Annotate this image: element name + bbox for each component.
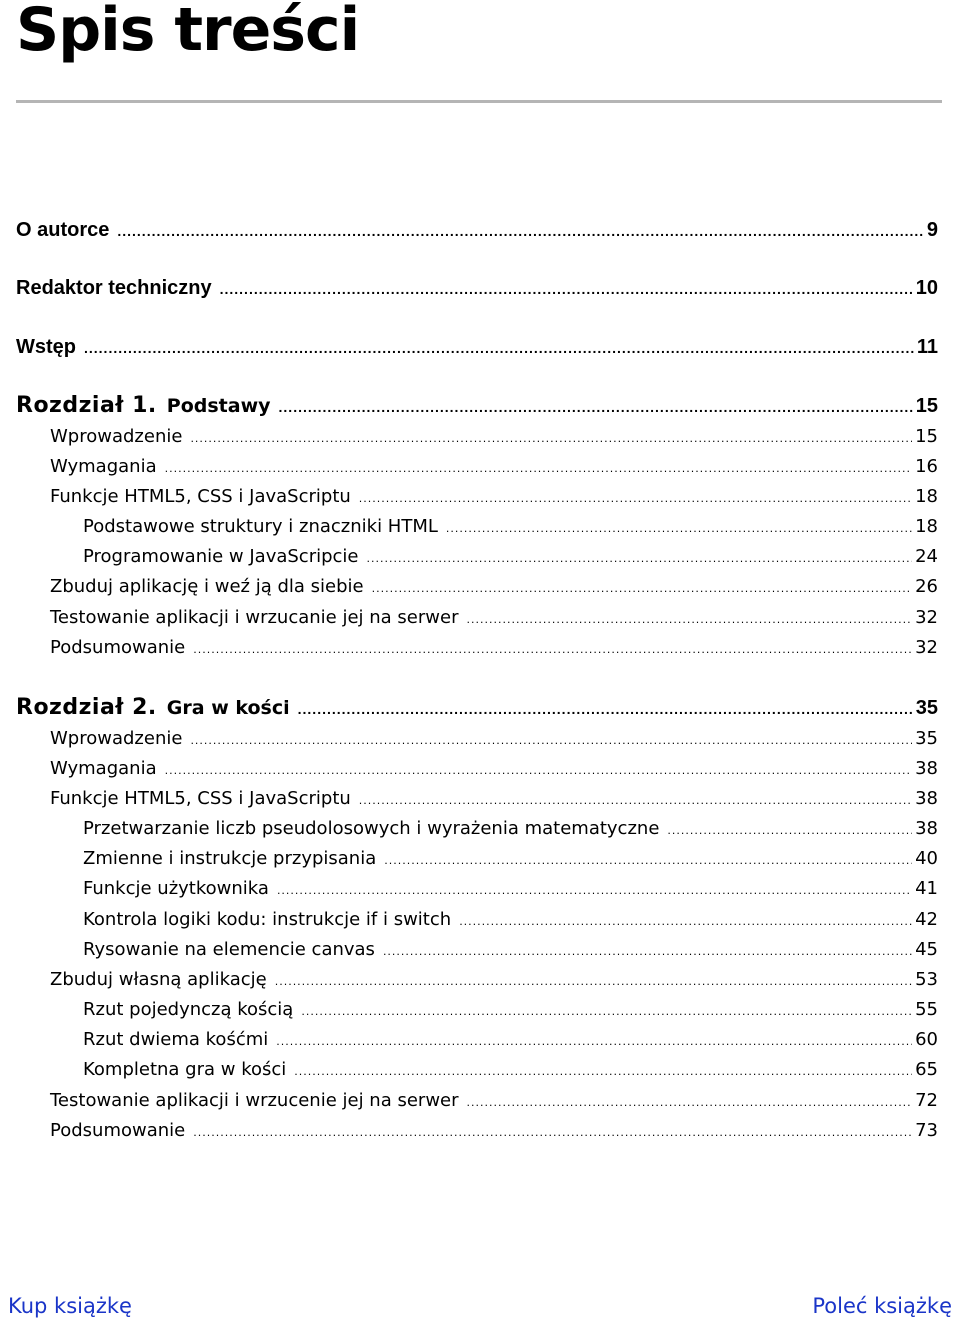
toc-entry-page: 26 bbox=[915, 576, 938, 597]
toc-entry-page: 10 bbox=[915, 277, 938, 299]
toc-entry[interactable] bbox=[50, 573, 938, 601]
chapter-heading bbox=[16, 694, 290, 722]
title-divider bbox=[16, 100, 942, 103]
dot-leader bbox=[446, 515, 912, 543]
toc-entry-label: Funkcje HTML5, CSS i JavaScriptu bbox=[50, 788, 351, 809]
dot-leader bbox=[459, 908, 912, 936]
toc-entry-page: 65 bbox=[915, 1059, 938, 1080]
toc-entry-label: Wymagania bbox=[50, 758, 157, 779]
toc-entry-label: Programowanie w JavaScripcie bbox=[83, 546, 359, 567]
dot-leader bbox=[190, 727, 912, 755]
dot-leader bbox=[359, 787, 912, 815]
toc-entry-page: 11 bbox=[916, 336, 938, 358]
dot-leader bbox=[190, 425, 912, 453]
toc-entry[interactable] bbox=[50, 604, 938, 632]
dot-leader bbox=[372, 575, 913, 603]
toc-entry-label: Wstęp bbox=[16, 336, 76, 358]
toc-subentry[interactable] bbox=[83, 543, 938, 571]
toc-entry-page: 38 bbox=[915, 758, 938, 779]
toc-entry[interactable] bbox=[50, 966, 938, 994]
toc-entry-page: 35 bbox=[915, 728, 938, 749]
dot-leader bbox=[359, 485, 912, 513]
toc-entry-label: Wprowadzenie bbox=[50, 728, 183, 749]
buy-book-link[interactable]: Kup książkę bbox=[8, 1294, 132, 1318]
dot-leader bbox=[220, 275, 913, 303]
toc-subentry[interactable] bbox=[83, 1056, 938, 1084]
page-title: Spis treści bbox=[16, 0, 360, 65]
chapter-title: Podstawy bbox=[166, 395, 271, 417]
dot-leader bbox=[117, 217, 924, 245]
toc-subentry[interactable] bbox=[83, 906, 938, 934]
toc-entry-about-author[interactable] bbox=[16, 216, 938, 244]
toc-entry-page: 18 bbox=[915, 486, 938, 507]
toc-entry[interactable] bbox=[50, 423, 938, 451]
dot-leader bbox=[301, 998, 912, 1026]
toc-entry-label: Podsumowanie bbox=[50, 1120, 186, 1141]
dot-leader bbox=[165, 455, 913, 483]
toc-entry[interactable] bbox=[50, 785, 938, 813]
toc-entry-page: 40 bbox=[915, 848, 938, 869]
toc-entry-label: Kontrola logiki kodu: instrukcje if i switch bbox=[83, 909, 452, 930]
toc-entry-label: Rysowanie na elemencie canvas bbox=[83, 939, 375, 960]
toc-entry-label: Podsumowanie bbox=[50, 637, 186, 658]
toc-entry-label: Przetwarzanie liczb pseudolosowych i wyrażenia matematyczne bbox=[83, 818, 660, 839]
toc-entry-page: 42 bbox=[915, 909, 938, 930]
toc-entry-page: 16 bbox=[915, 456, 938, 477]
dot-leader bbox=[84, 334, 914, 362]
recommend-book-link[interactable]: Poleć książkę bbox=[812, 1294, 952, 1318]
toc-entry-page: 15 bbox=[915, 395, 938, 417]
dot-leader bbox=[277, 877, 912, 905]
chapter-number: Rozdział 1. bbox=[16, 393, 157, 418]
toc-entry-label: O autorce bbox=[16, 219, 110, 241]
toc-subentry[interactable] bbox=[83, 936, 938, 964]
toc-entry-label: Testowanie aplikacji i wrzucenie jej na serwer bbox=[50, 1090, 459, 1111]
toc-subentry[interactable] bbox=[83, 1026, 938, 1054]
toc-entry-label: Wymagania bbox=[50, 456, 157, 477]
toc-chapter-2[interactable] bbox=[16, 694, 938, 722]
toc-entry-page: 32 bbox=[915, 607, 938, 628]
toc-entry-label: Zmienne i instrukcje przypisania bbox=[83, 848, 377, 869]
toc-entry-page: 24 bbox=[915, 546, 938, 567]
toc-entry[interactable] bbox=[50, 755, 938, 783]
toc-entry[interactable] bbox=[50, 1087, 938, 1115]
dot-leader bbox=[383, 938, 912, 966]
toc-entry-label: Rzut pojedynczą kością bbox=[83, 999, 294, 1020]
dot-leader bbox=[276, 1028, 912, 1056]
dot-leader bbox=[165, 757, 913, 785]
toc-entry-page: 60 bbox=[915, 1029, 938, 1050]
toc-entry-page: 9 bbox=[926, 219, 938, 241]
toc-chapter-1[interactable] bbox=[16, 392, 938, 420]
dot-leader bbox=[275, 968, 912, 996]
toc-entry-label: Rzut dwiema kośćmi bbox=[83, 1029, 269, 1050]
toc-subentry[interactable] bbox=[83, 996, 938, 1024]
toc-entry-label: Funkcje HTML5, CSS i JavaScriptu bbox=[50, 486, 351, 507]
toc-subentry[interactable] bbox=[83, 815, 938, 843]
toc-entry[interactable] bbox=[50, 634, 938, 662]
toc-entry-page: 18 bbox=[915, 516, 938, 537]
toc-entry[interactable] bbox=[50, 453, 938, 481]
dot-leader bbox=[667, 817, 912, 845]
dot-leader bbox=[294, 1058, 912, 1086]
toc-subentry[interactable] bbox=[83, 513, 938, 541]
dot-leader bbox=[467, 1089, 913, 1117]
chapter-number: Rozdział 2. bbox=[16, 695, 157, 720]
chapter-title: Gra w kości bbox=[166, 697, 290, 719]
toc-entry-page: 35 bbox=[915, 697, 938, 719]
toc-entry-technical-editor[interactable] bbox=[16, 274, 938, 302]
toc-entry-page: 55 bbox=[915, 999, 938, 1020]
toc-subentry[interactable] bbox=[83, 875, 938, 903]
toc-entry-label: Kompletna gra w kości bbox=[83, 1059, 287, 1080]
toc-subentry[interactable] bbox=[83, 845, 938, 873]
toc-entry-page: 15 bbox=[915, 426, 938, 447]
toc-entry-label: Funkcje użytkownika bbox=[83, 878, 269, 899]
toc-entry[interactable] bbox=[50, 725, 938, 753]
toc-entry-page: 45 bbox=[915, 939, 938, 960]
dot-leader bbox=[279, 393, 913, 421]
toc-entry[interactable] bbox=[50, 1117, 938, 1145]
toc-entry-label: Zbuduj własną aplikację bbox=[50, 969, 267, 990]
dot-leader bbox=[298, 695, 913, 723]
chapter-heading bbox=[16, 392, 271, 420]
toc-entry-page: 38 bbox=[915, 788, 938, 809]
toc-entry-label: Podstawowe struktury i znaczniki HTML bbox=[83, 516, 438, 537]
toc-entry-page: 38 bbox=[915, 818, 938, 839]
toc-entry-page: 72 bbox=[915, 1090, 938, 1111]
dot-leader bbox=[367, 545, 913, 573]
dot-leader bbox=[193, 1119, 912, 1147]
toc-entry[interactable] bbox=[50, 483, 938, 511]
toc-entry-label: Redaktor techniczny bbox=[16, 277, 212, 299]
toc-entry-label: Zbuduj aplikację i weź ją dla siebie bbox=[50, 576, 364, 597]
toc-entry-page: 41 bbox=[915, 878, 938, 899]
toc-entry-page: 53 bbox=[915, 969, 938, 990]
dot-leader bbox=[466, 606, 912, 634]
toc-entry-label: Wprowadzenie bbox=[50, 426, 183, 447]
toc-entry-page: 32 bbox=[915, 637, 938, 658]
dot-leader bbox=[384, 847, 912, 875]
toc-entry-introduction[interactable] bbox=[16, 333, 938, 361]
toc-entry-label: Testowanie aplikacji i wrzucanie jej na serwer bbox=[50, 607, 459, 628]
toc-entry-page: 73 bbox=[915, 1120, 938, 1141]
dot-leader bbox=[193, 636, 912, 664]
